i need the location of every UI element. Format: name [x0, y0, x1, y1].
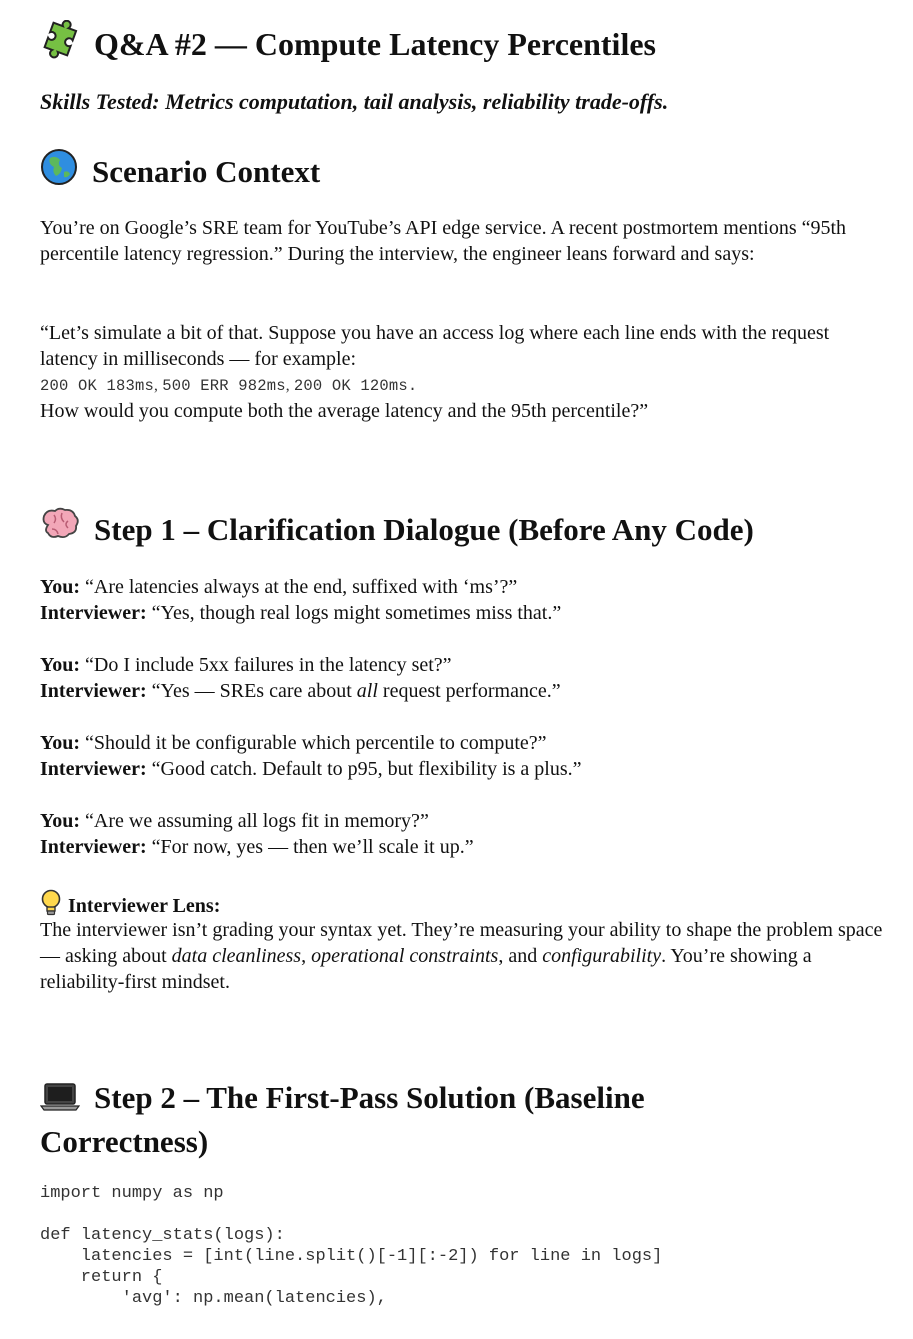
step2-heading-text: Step 2 – The First-Pass Solution (Baseline Correctness) — [40, 1080, 645, 1159]
code-block: import numpy as np def latency_stats(logs): latencies = [int(line.split()[-1][:-2]) for line in logs] return { 'avg': np.mean(latencies), — [40, 1184, 663, 1308]
page-title — [40, 20, 656, 68]
interviewer-line: “Yes, though real logs might sometimes miss that.” — [151, 602, 562, 624]
skills-subtitle: Skills Tested: Metrics computation, tail analysis, reliability trade-offs. — [40, 89, 669, 114]
interviewer-label: Interviewer: — [40, 602, 147, 624]
emphasis-operational-constraints: operational constraints — [311, 945, 499, 967]
interviewer-line: “Yes — SREs care about all request performance.” — [151, 680, 561, 702]
laptop-icon — [40, 1082, 80, 1122]
you-line: “Are latencies always at the end, suffixed with ‘ms’?” — [85, 576, 518, 598]
dialogue-exchange — [40, 730, 880, 782]
globe-icon — [40, 148, 78, 196]
step1-heading — [40, 507, 754, 553]
scenario-heading-text: Scenario Context — [92, 154, 321, 189]
you-line: “Do I include 5xx failures in the latency set?” — [85, 654, 452, 676]
you-label: You: — [40, 810, 81, 832]
interviewer-line: “Good catch. Default to p95, but flexibility is a plus.” — [151, 758, 582, 780]
you-label: You: — [40, 576, 81, 598]
log-example: 500 ERR 982ms — [162, 377, 286, 395]
scenario-quote: “Let’s simulate a bit of that. Suppose you have an access log where each line ends with the request latency in milliseconds — for example: — [40, 322, 830, 370]
puzzle-piece-icon — [40, 20, 80, 68]
log-example: 200 OK 183ms — [40, 377, 155, 395]
interviewer-label: Interviewer: — [40, 836, 147, 858]
lens-title-text: Interviewer Lens: — [68, 894, 221, 917]
dialogue-exchange — [40, 574, 880, 626]
interviewer-label: Interviewer: — [40, 758, 147, 780]
scenario-question: How would you compute both the average latency and the 95th percentile?” — [40, 400, 649, 422]
you-line: “Are we assuming all logs fit in memory?” — [85, 810, 429, 832]
emphasis-configurability: configurability — [542, 945, 662, 967]
interviewer-label: Interviewer: — [40, 680, 147, 702]
you-label: You: — [40, 732, 81, 754]
you-label: You: — [40, 654, 81, 676]
scenario-paragraph: You’re on Google’s SRE team for YouTube’s API edge service. A recent postmortem mentions “95th percentile latency regression.” During the interview, the engineer leans forward and says: — [40, 217, 847, 265]
scenario-heading — [40, 148, 320, 196]
step1-heading-text: Step 1 – Clarification Dialogue (Before Any Code) — [94, 512, 754, 547]
dialogue-exchange — [40, 808, 880, 860]
dialogue-exchange — [40, 652, 880, 704]
emphasis-all: all — [356, 680, 378, 702]
emphasis-data-cleanliness: data cleanliness — [171, 945, 302, 967]
interviewer-line: “For now, yes — then we’ll scale it up.” — [151, 836, 474, 858]
you-line: “Should it be configurable which percentile to compute?” — [85, 732, 547, 754]
step2-heading — [40, 1078, 800, 1162]
log-examples: 200 OK 183ms, 500 ERR 982ms, 200 OK 120ms. — [40, 377, 418, 395]
lens-text: The interviewer isn’t grading your syntax yet. They’re measuring your ability to shape the problem space — asking about data cleanliness, operational constraints, and configurability. You’re showing a reliability-first mindset. — [40, 919, 883, 993]
brain-icon — [40, 507, 80, 553]
page-title-text: Q&A #2 — Compute Latency Percentiles — [94, 25, 656, 62]
log-example: 200 OK 120ms — [293, 377, 408, 395]
